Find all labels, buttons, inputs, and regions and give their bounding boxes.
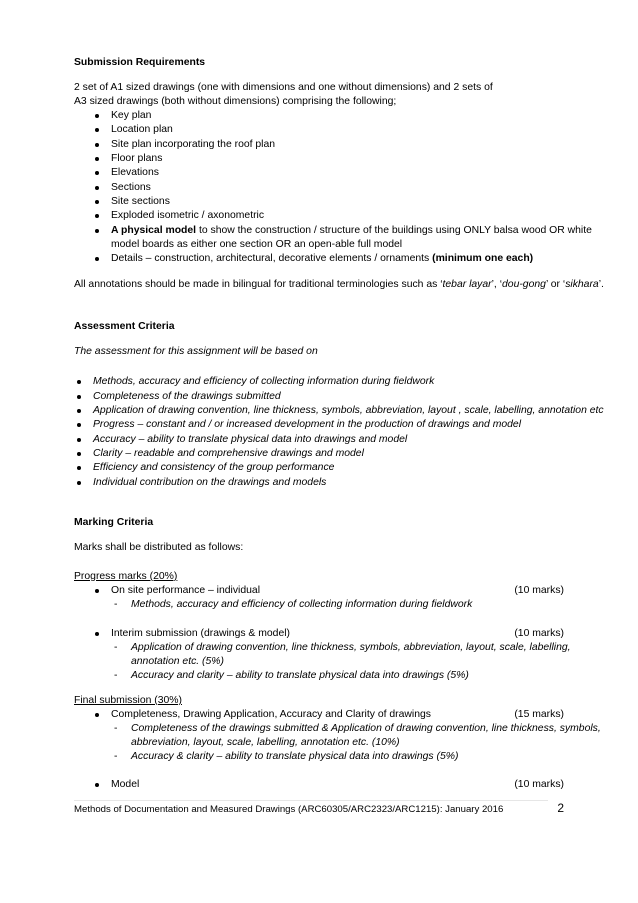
- model-label: Model: [111, 779, 140, 790]
- bullet-icon: [95, 229, 99, 233]
- interim-marks: (10 marks): [514, 628, 564, 639]
- dash: -: [114, 751, 118, 762]
- term-tebar-layar: tebar layar: [442, 279, 492, 290]
- submission-item: Floor plans: [111, 153, 163, 164]
- assessment-item: Completeness of the drawings submitted: [93, 391, 281, 402]
- bullet-icon: [95, 632, 99, 636]
- final-heading: Final submission (30%): [74, 695, 182, 706]
- assessment-item: Clarity – readable and comprehensive drawings and model: [93, 448, 364, 459]
- assessment-item: Accuracy – ability to translate physical data into drawings and model: [93, 434, 408, 445]
- assessment-item: Progress – constant and / or increased development in the production of drawings and model: [93, 419, 522, 430]
- interim-sub2: Accuracy and clarity – ability to translate physical data into drawings (5%): [131, 670, 469, 681]
- assessment-item: Methods, accuracy and efficiency of collecting information during fieldwork: [93, 376, 435, 387]
- bullet-icon: [95, 713, 99, 717]
- completeness-marks: (15 marks): [514, 709, 564, 720]
- onsite-label: On site performance – individual: [111, 585, 261, 596]
- model-bold-text: A physical model: [111, 225, 197, 236]
- bullet-icon: [95, 589, 99, 593]
- bullet-icon: [95, 186, 99, 190]
- dash: -: [114, 670, 118, 681]
- bullet-icon: [77, 423, 81, 427]
- submission-details: [111, 252, 533, 266]
- assessment-item: Individual contribution on the drawings and models: [93, 477, 327, 488]
- annotations-text: All annotations should be made in bilingual for traditional terminologies such as ‘: [74, 279, 443, 290]
- details-text: Details – construction, architectural, decorative elements / ornaments: [111, 253, 433, 264]
- bullet-icon: [95, 171, 99, 175]
- assessment-heading: Assessment Criteria: [74, 321, 175, 332]
- bullet-icon: [95, 114, 99, 118]
- submission-model-line1: [111, 224, 592, 238]
- completeness-sub2: Accuracy & clarity – ability to translate physical data into drawings (5%): [131, 751, 459, 762]
- marking-intro: Marks shall be distributed as follows:: [74, 542, 244, 553]
- submission-item: Site sections: [111, 196, 170, 207]
- term-dou-gong: dou-gong: [502, 279, 546, 290]
- interim-sub1-line2: annotation etc. (5%): [131, 656, 224, 667]
- assessment-item: Application of drawing convention, line thickness, symbols, abbreviation, layout , scale, labelling, annotation etc: [93, 405, 604, 416]
- interim-label: Interim submission (drawings & model): [111, 628, 291, 639]
- submission-item: Key plan: [111, 110, 152, 121]
- bullet-icon: [77, 452, 81, 456]
- annotations-end: ’.: [598, 279, 604, 290]
- details-bold-text: (minimum one each): [432, 253, 534, 264]
- bullet-icon: [77, 466, 81, 470]
- annotations-paragraph: [74, 278, 604, 292]
- assessment-item: Efficiency and consistency of the group performance: [93, 462, 335, 473]
- page-number: 2: [557, 801, 564, 815]
- onsite-sub: Methods, accuracy and efficiency of collecting information during fieldwork: [131, 599, 473, 610]
- submission-intro-line1: 2 set of A1 sized drawings (one with dimensions and one without dimensions) and 2 sets of: [74, 82, 493, 93]
- submission-item: Location plan: [111, 124, 173, 135]
- bullet-icon: [95, 200, 99, 204]
- footer-text: Methods of Documentation and Measured Drawings (ARC60305/ARC2323/ARC1215): January 2016: [74, 804, 504, 815]
- bullet-icon: [77, 380, 81, 384]
- bullet-icon: [95, 157, 99, 161]
- bullet-icon: [95, 257, 99, 261]
- bullet-icon: [95, 143, 99, 147]
- term-separator: ’ or ‘: [545, 279, 566, 290]
- bullet-icon: [77, 395, 81, 399]
- dash: -: [114, 599, 118, 610]
- onsite-marks: (10 marks): [514, 585, 564, 596]
- assessment-intro: The assessment for this assignment will be based on: [74, 346, 318, 357]
- bullet-icon: [95, 128, 99, 132]
- term-separator: ’, ‘: [491, 279, 503, 290]
- dash: -: [114, 642, 118, 653]
- bullet-icon: [77, 438, 81, 442]
- bullet-icon: [77, 481, 81, 485]
- submission-item: Elevations: [111, 167, 159, 178]
- bullet-icon: [95, 783, 99, 787]
- footer-divider: [74, 800, 548, 801]
- submission-model-line2: model boards as either one section OR an open-able full model: [111, 239, 403, 250]
- submission-item: Site plan incorporating the roof plan: [111, 139, 276, 150]
- model-text: to show the construction / structure of the buildings using ONLY balsa wood OR white: [196, 225, 592, 236]
- marking-heading: Marking Criteria: [74, 517, 154, 528]
- submission-heading: Submission Requirements: [74, 57, 206, 68]
- term-sikhara: sikhara: [565, 279, 599, 290]
- completeness-sub1-line1: Completeness of the drawings submitted & Application of drawing convention, line thickness, symbols,: [131, 723, 601, 734]
- completeness-label: Completeness, Drawing Application, Accuracy and Clarity of drawings: [111, 709, 431, 720]
- interim-sub1-line1: Application of drawing convention, line thickness, symbols, abbreviation, layout, scale, labelling,: [131, 642, 571, 653]
- submission-item: Exploded isometric / axonometric: [111, 210, 265, 221]
- progress-heading: Progress marks (20%): [74, 571, 178, 582]
- bullet-icon: [77, 409, 81, 413]
- dash: -: [114, 723, 118, 734]
- bullet-icon: [95, 214, 99, 218]
- completeness-sub1-line2: abbreviation, layout, scale, labelling, annotation etc. (10%): [131, 737, 400, 748]
- submission-intro-line2: A3 sized drawings (both without dimensions) comprising the following;: [74, 96, 397, 107]
- model-marks: (10 marks): [514, 779, 564, 790]
- submission-item: Sections: [111, 182, 151, 193]
